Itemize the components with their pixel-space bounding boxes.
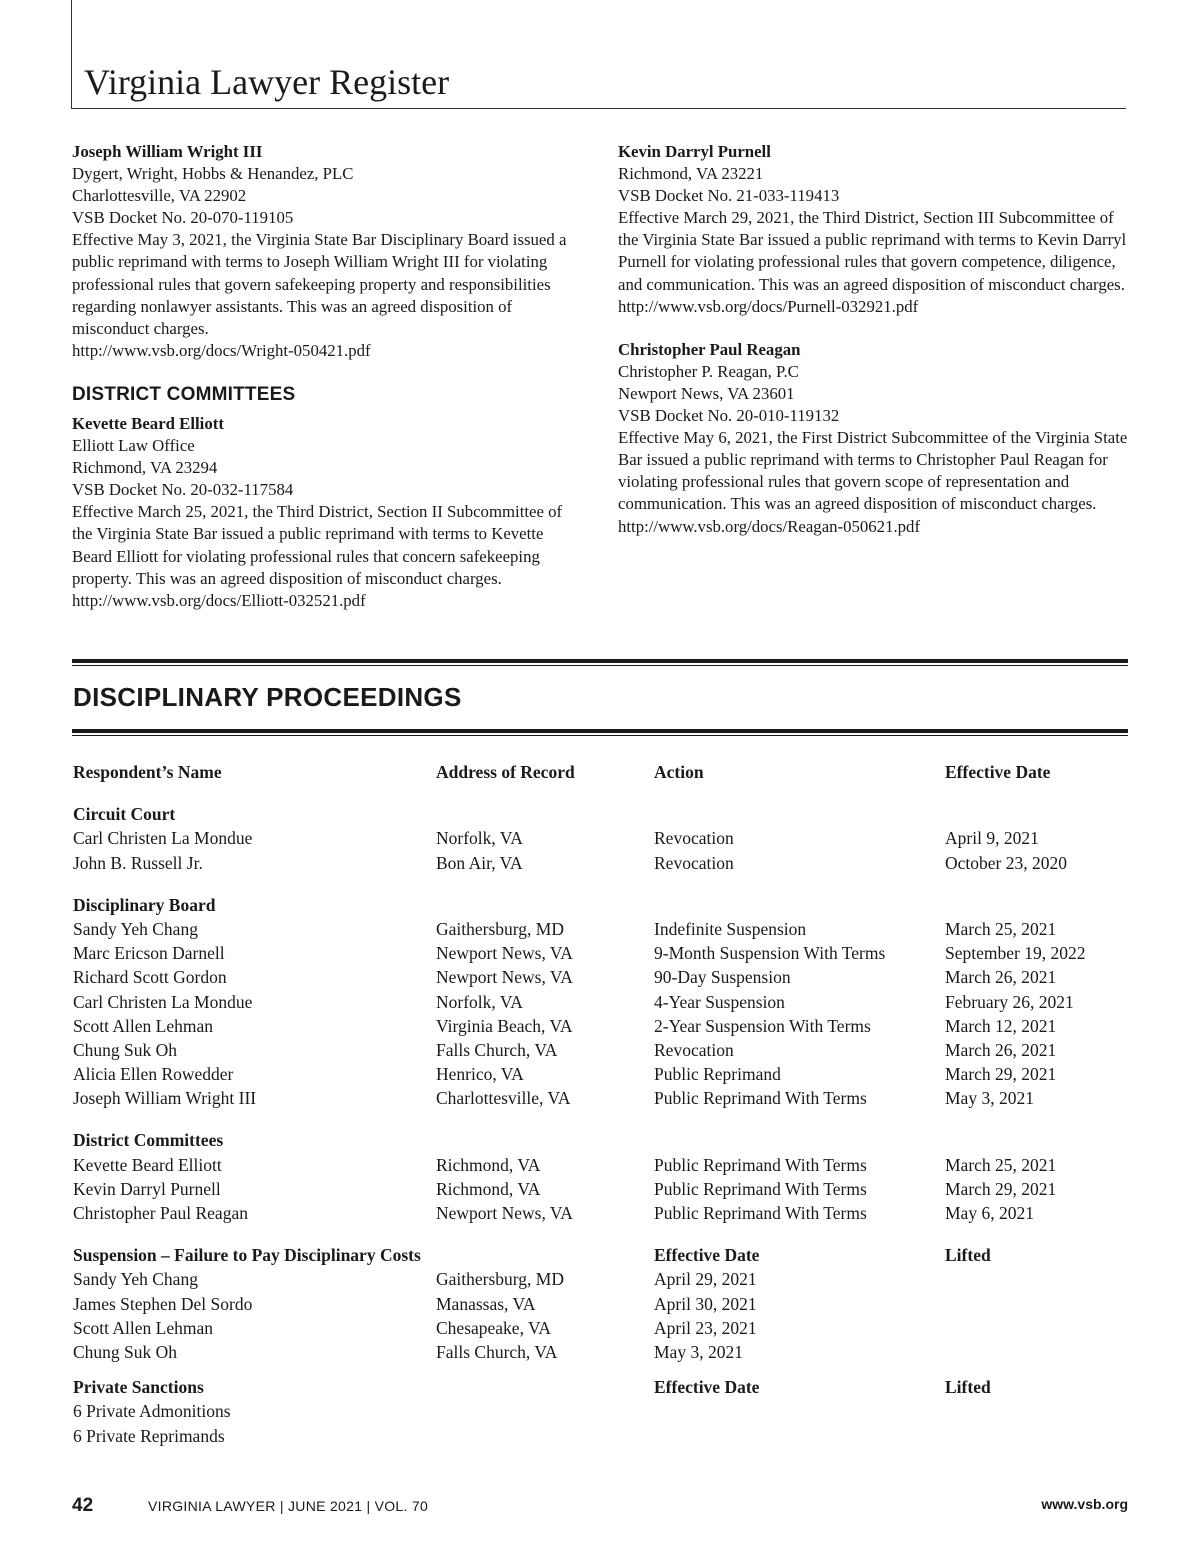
cell-name: Sandy Yeh Chang (73, 1269, 198, 1290)
entry-name: Christopher Paul Reagan (618, 339, 801, 359)
cell-date: September 19, 2022 (945, 943, 1086, 964)
cell-name: Alicia Ellen Rowedder (73, 1064, 234, 1085)
entry-name: Joseph William Wright III (72, 142, 263, 161)
header-name: Respondent’s Name (73, 762, 222, 782)
section-rule-thin (72, 665, 1128, 666)
entry-docket: VSB Docket No. 20-070-119105 (72, 208, 294, 228)
page-footer (72, 1494, 1128, 1518)
cell-action: Indefinite Suspension (654, 918, 807, 939)
cell-address: Newport News, VA (436, 1203, 573, 1223)
cell-address: Richmond, VA (436, 1178, 541, 1199)
cell-date: March 26, 2021 (945, 1039, 1057, 1060)
cell-address: Norfolk, VA (436, 828, 523, 849)
table-row (73, 1201, 1133, 1225)
cell-address: Newport News, VA (436, 943, 573, 964)
cell-address: Henrico, VA (436, 1064, 524, 1085)
entry-purnell (618, 141, 1130, 318)
table-row (73, 990, 1133, 1014)
header-address: Address of Record (436, 762, 575, 782)
entry-elliott (72, 413, 584, 612)
cell-date: October 23, 2020 (945, 852, 1067, 873)
entry-city: Newport News, VA 23601 (618, 383, 795, 403)
cell-name: Chung Suk Oh (73, 1341, 178, 1362)
cell-action: Revocation (654, 828, 734, 849)
table-row (73, 1316, 1133, 1340)
entry-url[interactable]: http://www.vsb.org/docs/Wright-050421.pdf (72, 340, 371, 360)
table-row (73, 941, 1133, 965)
cell-date: April 30, 2021 (654, 1293, 757, 1314)
cell-action: Public Reprimand With Terms (654, 1088, 867, 1109)
entry-url[interactable]: http://www.vsb.org/docs/Purnell-032921.pdf (618, 296, 919, 316)
left-column (72, 141, 584, 633)
cell-name: Kevette Beard Elliott (73, 1154, 222, 1175)
cell-name: Joseph William Wright III (73, 1088, 257, 1109)
cell-name: Scott Allen Lehman (73, 1317, 213, 1338)
cell-name: Carl Christen La Mondue (73, 991, 253, 1012)
cell-name: James Stephen Del Sordo (73, 1293, 253, 1314)
table-row (73, 1399, 1133, 1423)
header-vertical-rule (71, 0, 72, 109)
group-label: Circuit Court (73, 804, 176, 825)
cell-action: Revocation (654, 1039, 734, 1060)
entry-firm: Dygert, Wright, Hobbs & Henandez, PLC (72, 164, 354, 184)
cell-address: Richmond, VA (436, 1154, 541, 1175)
cell-address: Manassas, VA (436, 1293, 536, 1314)
table-row (73, 1267, 1133, 1291)
group-label: Disciplinary Board (73, 894, 216, 915)
table-row (73, 826, 1133, 850)
header-action: Action (654, 762, 704, 782)
entry-reagan (618, 339, 1130, 538)
entry-city: Richmond, VA 23221 (618, 164, 764, 184)
entry-url[interactable]: http://www.vsb.org/docs/Reagan-050621.pdf (618, 516, 921, 536)
cell-address: Falls Church, VA (436, 1039, 558, 1060)
table-row (73, 1292, 1133, 1316)
entry-body: Effective March 29, 2021, the Third District, Section III Subcommittee of the Virginia State Bar issued a public reprimand with terms to Kevin Darryl Purnell for violating professional rules that govern competence, diligence, and communication. This was an agreed disposition of misconduct charges. (618, 208, 1127, 294)
cell-name: Chung Suk Oh (73, 1039, 178, 1060)
cell-address: Chesapeake, VA (436, 1317, 552, 1338)
group-label-circuit-court (73, 802, 1133, 826)
entry-firm: Christopher P. Reagan, P.C (618, 361, 799, 381)
cell-address: Bon Air, VA (436, 852, 523, 873)
table-row (73, 1177, 1133, 1201)
table-header-row (73, 760, 1133, 784)
table-row (73, 1062, 1133, 1086)
entry-city: Charlottesville, VA 22902 (72, 186, 247, 206)
table-row (73, 917, 1133, 941)
section-rule-thick (72, 729, 1128, 733)
cell-name: Richard Scott Gordon (73, 967, 227, 988)
cell-name: Carl Christen La Mondue (73, 828, 253, 849)
cell-name: Scott Allen Lehman (73, 1015, 213, 1036)
cell-address: Norfolk, VA (436, 991, 523, 1012)
right-column (618, 141, 1130, 559)
page-title: Virginia Lawyer Register (84, 62, 450, 102)
cell-action: Public Reprimand With Terms (654, 1154, 867, 1175)
table-row (73, 1424, 1133, 1448)
cell-date: March 29, 2021 (945, 1178, 1057, 1199)
cell-action: Public Reprimand (654, 1064, 781, 1085)
cell-date: May 3, 2021 (654, 1341, 743, 1362)
cell-date: May 6, 2021 (945, 1203, 1034, 1223)
entry-name: Kevin Darryl Purnell (618, 142, 771, 161)
cell-address: Falls Church, VA (436, 1341, 558, 1362)
entry-body: Effective May 6, 2021, the First District Subcommittee of the Virginia State Bar issued a public reprimand with terms to Christopher Paul Reagan for violating professional rules that govern scope of representation and communication. This was an agreed disposition of misconduct charges. (618, 428, 1128, 514)
cell-date: April 29, 2021 (654, 1269, 757, 1290)
entry-body: Effective May 3, 2021, the Virginia State Bar Disciplinary Board issued a public reprimand with terms to Joseph William Wright III for violating professional rules that govern safekeeping property and responsibilities regarding nonlawyer assistants. This was an agreed disposition of misconduct charges. (72, 230, 567, 338)
group-label-district-committees (73, 1128, 1133, 1152)
cell-date: May 3, 2021 (945, 1088, 1034, 1109)
cell-name: Christopher Paul Reagan (73, 1203, 248, 1223)
table-row (73, 1014, 1133, 1038)
entry-docket: VSB Docket No. 20-032-117584 (72, 480, 294, 500)
cell-address: Charlottesville, VA (436, 1088, 571, 1109)
private-sanction-item: 6 Private Admonitions (73, 1401, 231, 1422)
cell-date: March 25, 2021 (945, 1154, 1057, 1175)
cell-name: Sandy Yeh Chang (73, 918, 198, 939)
section-rule-thin (72, 735, 1128, 736)
entry-city: Richmond, VA 23294 (72, 458, 218, 478)
entry-body: Effective March 25, 2021, the Third District, Section II Subcommittee of the Virginia State Bar issued a public reprimand with terms to Kevette Beard Elliott for violating professional rules that concern safekeeping property. This was an agreed disposition of misconduct charges. (72, 502, 563, 588)
proceedings-title: DISCIPLINARY PROCEEDINGS (73, 682, 462, 712)
header-effective-date: Effective Date (654, 1245, 760, 1266)
entry-name: Kevette Beard Elliott (72, 413, 224, 433)
entry-docket: VSB Docket No. 21-033-119413 (618, 186, 840, 206)
header-lifted: Lifted (945, 1377, 991, 1398)
cell-action: 9-Month Suspension With Terms (654, 943, 886, 964)
cell-date: March 25, 2021 (945, 918, 1057, 939)
cell-name: John B. Russell Jr. (73, 852, 203, 873)
page-number: 42 (72, 1495, 94, 1516)
cell-address: Virginia Beach, VA (436, 1015, 573, 1036)
cell-date: March 26, 2021 (945, 967, 1057, 988)
header-horizontal-rule (71, 108, 1126, 109)
entry-docket: VSB Docket No. 20-010-119132 (618, 406, 840, 426)
header-lifted: Lifted (945, 1245, 991, 1266)
private-sanction-item: 6 Private Reprimands (73, 1425, 225, 1446)
cell-date: March 29, 2021 (945, 1064, 1057, 1085)
cell-address: Newport News, VA (436, 967, 573, 988)
entry-firm: Elliott Law Office (72, 436, 195, 456)
group-label-private-sanctions (73, 1375, 1133, 1399)
cell-address: Gaithersburg, MD (436, 918, 564, 939)
section-heading-district-committees: DISTRICT COMMITTEES (72, 383, 296, 405)
group-label-disciplinary-board (73, 893, 1133, 917)
header-date: Effective Date (945, 762, 1051, 782)
table-row (73, 1086, 1133, 1110)
group-label: Suspension – Failure to Pay Disciplinary Costs (73, 1245, 421, 1266)
footer-website-link[interactable]: www.vsb.org (1041, 1496, 1128, 1512)
cell-action: 90-Day Suspension (654, 967, 791, 988)
cell-name: Kevin Darryl Purnell (73, 1178, 221, 1199)
group-label-failure-to-pay (73, 1243, 1133, 1267)
group-label: District Committees (73, 1130, 224, 1151)
cell-action: Public Reprimand With Terms (654, 1178, 867, 1199)
cell-date: April 23, 2021 (654, 1317, 757, 1338)
entry-url[interactable]: http://www.vsb.org/docs/Elliott-032521.pdf (72, 590, 366, 610)
table-row (73, 1340, 1133, 1364)
cell-action: 4-Year Suspension (654, 991, 785, 1012)
cell-date: March 12, 2021 (945, 1015, 1057, 1036)
proceedings-table (73, 760, 1133, 1448)
cell-action: Revocation (654, 852, 734, 873)
table-row (73, 965, 1133, 989)
group-label: Private Sanctions (73, 1377, 204, 1398)
cell-address: Gaithersburg, MD (436, 1269, 564, 1290)
header-effective-date: Effective Date (654, 1377, 760, 1398)
table-row (73, 851, 1133, 875)
cell-action: 2-Year Suspension With Terms (654, 1015, 871, 1036)
entry-wright (72, 141, 584, 362)
cell-date: April 9, 2021 (945, 828, 1039, 849)
footer-masthead: VIRGINIA LAWYER | JUNE 2021 | VOL. 70 (148, 1498, 429, 1514)
cell-action: Public Reprimand With Terms (654, 1203, 867, 1223)
table-row (73, 1153, 1133, 1177)
table-row (73, 1038, 1133, 1062)
cell-name: Marc Ericson Darnell (73, 943, 225, 964)
cell-date: February 26, 2021 (945, 991, 1074, 1012)
section-rule-thick (72, 659, 1128, 663)
